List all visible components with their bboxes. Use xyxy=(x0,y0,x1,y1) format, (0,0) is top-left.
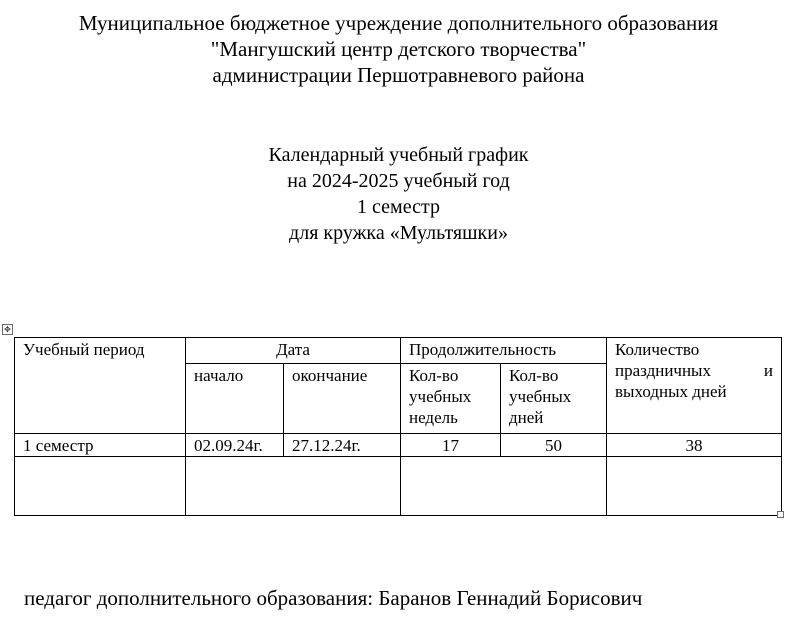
table-header-row xyxy=(15,338,782,364)
institution-line-3: администрации Першотравневого района xyxy=(212,63,585,87)
empty-cell[interactable] xyxy=(607,457,782,516)
title-line-2: на 2024-2025 учебный год xyxy=(287,170,510,192)
days-line-1: Кол-во xyxy=(509,366,559,385)
holidays-word-b: и xyxy=(763,361,774,380)
holidays-line-1: Количество xyxy=(615,340,700,359)
institution-line-1: Муниципальное бюджетное учреждение дополнительного образования xyxy=(78,11,719,35)
institution-header xyxy=(0,10,797,88)
header-period: Учебный период xyxy=(15,338,186,434)
empty-cell[interactable] xyxy=(15,457,186,516)
days-line-2: учебных xyxy=(509,387,572,406)
days-line-3: дней xyxy=(509,408,544,427)
header-start: начало xyxy=(186,364,284,434)
table-resize-handle[interactable] xyxy=(777,511,784,518)
weeks-line-1: Кол-во xyxy=(409,366,459,385)
header-date: Дата xyxy=(186,338,401,364)
document-title xyxy=(0,142,797,246)
table-row xyxy=(15,434,782,457)
header-end: окончание xyxy=(284,364,401,434)
empty-cell[interactable] xyxy=(401,457,607,516)
title-line-1: Календарный учебный график xyxy=(268,144,529,166)
institution-line-2: "Мангушский центр детского творчества" xyxy=(210,37,587,61)
table-row-empty xyxy=(15,457,782,516)
weeks-line-2: учебных xyxy=(409,387,472,406)
holidays-line-2 xyxy=(615,360,773,381)
title-line-4: для кружка «Мультяшки» xyxy=(289,222,508,244)
header-days xyxy=(501,364,607,434)
cell-holidays: 38 xyxy=(607,434,782,457)
cell-days: 50 xyxy=(501,434,607,457)
holidays-line-3: выходных дней xyxy=(615,382,727,401)
table-move-handle-icon[interactable]: ✥ xyxy=(2,324,13,335)
teacher-signature-line: педагог дополнительного образования: Баранов Геннадий Борисович xyxy=(24,586,643,610)
title-line-3: 1 семестр xyxy=(357,196,440,218)
holidays-word-a: праздничных xyxy=(615,361,711,380)
empty-cell[interactable] xyxy=(186,457,401,516)
schedule-table xyxy=(14,337,782,516)
cell-end: 27.12.24г. xyxy=(284,434,401,457)
cell-start: 02.09.24г. xyxy=(186,434,284,457)
cell-weeks: 17 xyxy=(401,434,501,457)
weeks-line-3: недель xyxy=(409,408,458,427)
header-weeks xyxy=(401,364,501,434)
header-holidays xyxy=(607,338,782,434)
header-duration: Продолжительность xyxy=(401,338,607,364)
cell-period: 1 семестр xyxy=(15,434,186,457)
